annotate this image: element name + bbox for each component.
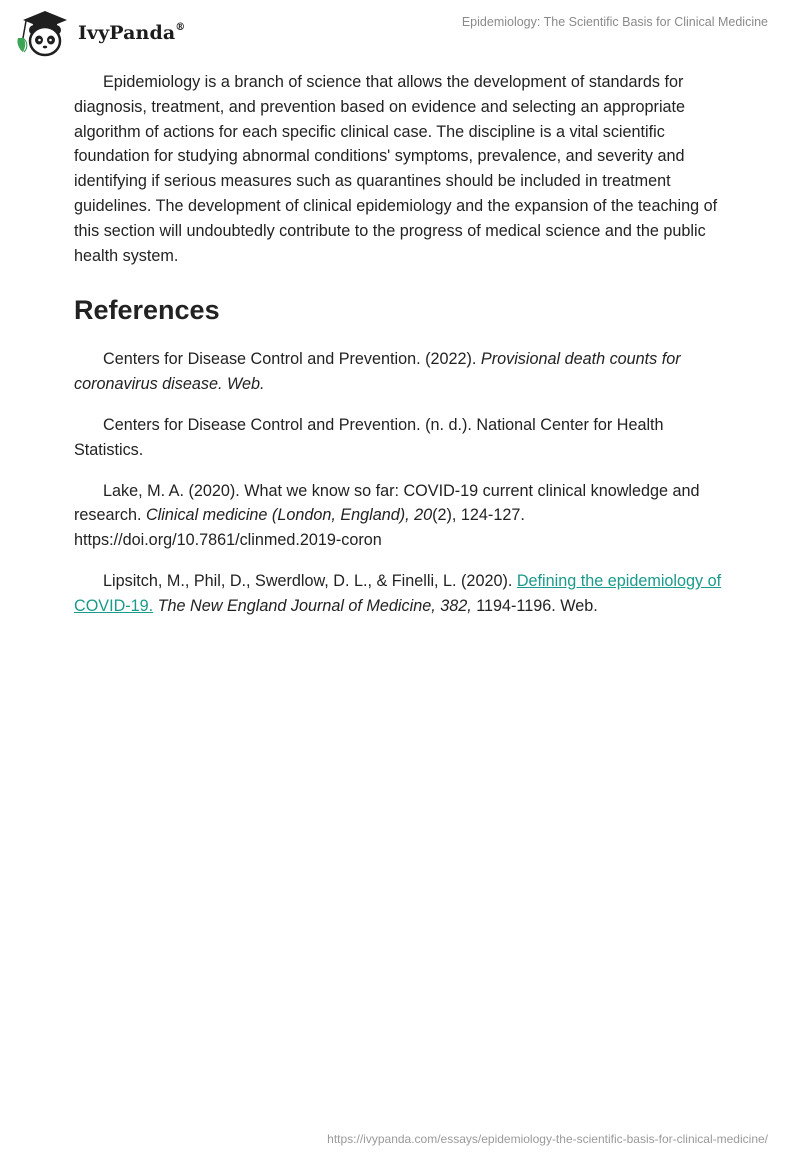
source-url[interactable]: https://ivypanda.com/essays/epidemiology-the-scientific-basis-for-clinical-medicine/ (327, 1132, 768, 1146)
reference-item (74, 479, 734, 553)
page-header (0, 0, 800, 70)
ivypanda-logo[interactable] (14, 8, 185, 58)
reference-text-tail: (2), 124-127. https://doi.org/10.7861/clinmed.2019-coron (74, 506, 525, 550)
reference-italic: Provisional death counts for coronavirus disease. Web. (74, 350, 681, 394)
brand-label: IvyPanda (78, 22, 176, 44)
reference-link[interactable]: Defining the epidemiology of COVID-19. (74, 571, 722, 615)
references-heading: References (74, 295, 220, 326)
reference-italic: The New England Journal of Medicine, 382, (153, 596, 472, 615)
reference-item (74, 569, 734, 619)
reference-item (74, 347, 734, 397)
essay-content (74, 70, 734, 635)
reference-text-tail: 1194-1196. Web. (471, 596, 598, 615)
reference-text: Lipsitch, M., Phil, D., Swerdlow, D. L., & Finelli, L. (2020). (103, 571, 517, 590)
panda-graduate-icon (14, 8, 76, 58)
reference-text: Centers for Disease Control and Prevention. (n. d.). National Center for Health Statistics. (74, 415, 664, 459)
references-list (74, 347, 734, 618)
registered-mark: ® (175, 21, 186, 33)
reference-text: Lake, M. A. (2020). What we know so far: COVID-19 current clinical knowledge and research. (74, 481, 700, 525)
document-title: Epidemiology: The Scientific Basis for Clinical Medicine (461, 15, 768, 29)
reference-text: Centers for Disease Control and Prevention. (2022). (103, 350, 481, 369)
body-paragraph: Epidemiology is a branch of science that allows the development of standards for diagnosis, treatment, and prevention based on evidence and selecting an appropriate algorithm of actions for each specific clinical case. The discipline is a vital scientific foundation for studying abnormal conditions' symptoms, prevalence, and severity and identifying if serious measures such as quarantines should be included in treatment guidelines. The development of clinical epidemiology and the expansion of the teaching of this section will undoubtedly contribute to the progress of medical science and the public health system. (74, 73, 718, 265)
reference-item (74, 413, 734, 463)
reference-italic: Clinical medicine (London, England), 20 (145, 506, 433, 525)
brand-name (78, 22, 185, 44)
